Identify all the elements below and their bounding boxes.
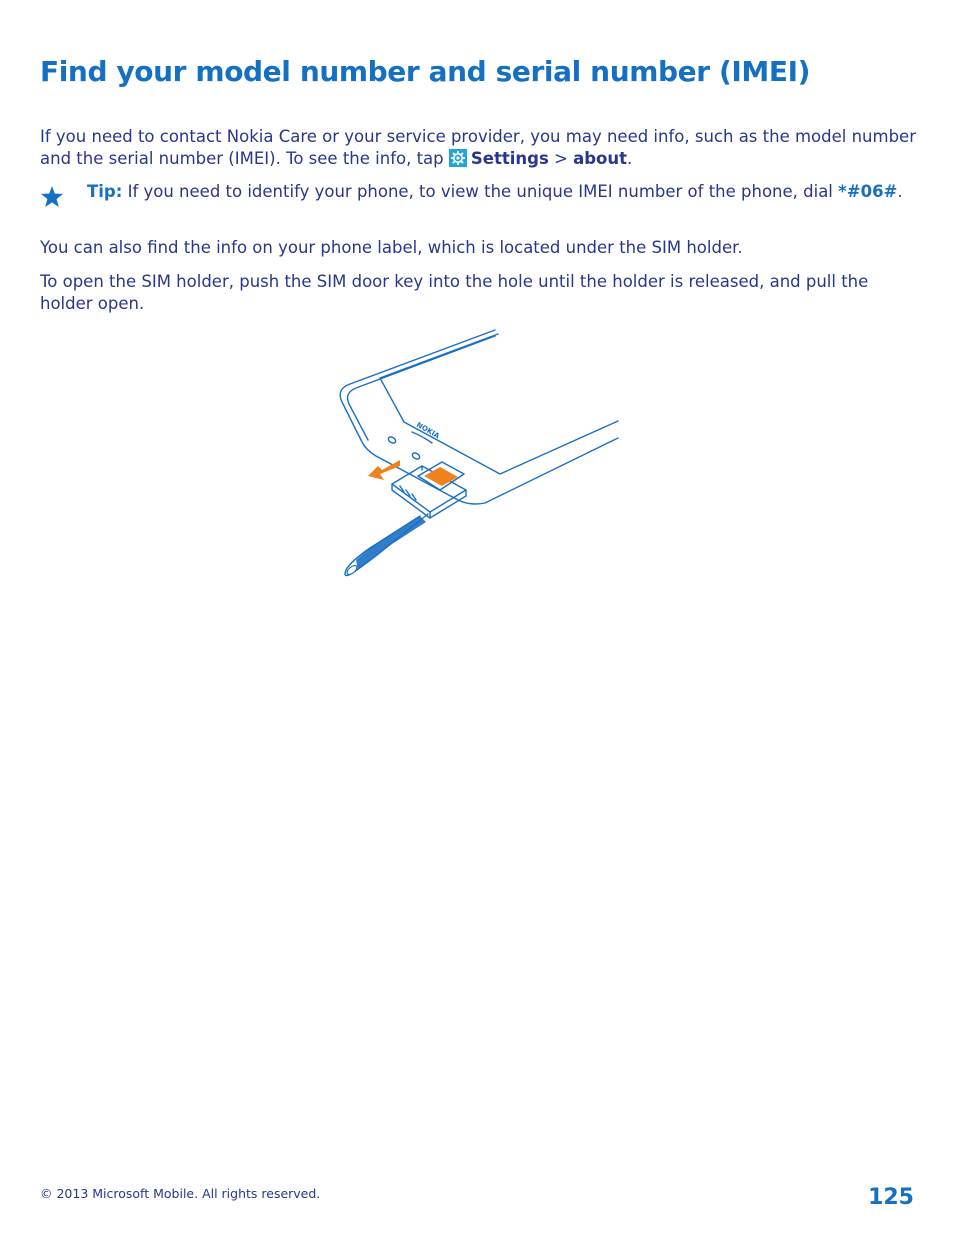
footer-copyright: © 2013 Microsoft Mobile. All rights reserved. bbox=[40, 1186, 321, 1201]
tip-label: Tip: bbox=[87, 182, 123, 201]
pull-direction-arrow bbox=[368, 460, 400, 480]
about-label: about bbox=[573, 149, 628, 168]
intro-paragraph bbox=[40, 126, 916, 170]
sim-holder-paragraph: To open the SIM holder, push the SIM door key into the hole until the holder is released, and pull the holder open. bbox=[40, 272, 869, 313]
imei-code: *#06# bbox=[838, 182, 898, 201]
tip-end: . bbox=[897, 182, 903, 201]
tip-body: If you need to identify your phone, to view the unique IMEI number of the phone, dial bbox=[122, 182, 839, 201]
phone-label-paragraph: You can also find the info on your phone label, which is located under the SIM holder. bbox=[40, 238, 743, 257]
intro-end: . bbox=[627, 149, 633, 168]
sim-holder-illustration bbox=[330, 326, 630, 582]
nokia-brand-mark: NOKIA bbox=[415, 420, 441, 441]
settings-gear-icon bbox=[449, 149, 467, 167]
settings-label: Settings bbox=[470, 149, 549, 168]
tip-text bbox=[87, 181, 907, 203]
intro-text: If you need to contact Nokia Care or your service provider, you may need info, such as the model number and the serial number (IMEI). To see the info, tap bbox=[40, 127, 916, 168]
page-number: 125 bbox=[868, 1185, 914, 1210]
sim-tray bbox=[392, 466, 466, 512]
page-title: Find your model number and serial number (IMEI) bbox=[40, 55, 811, 88]
star-icon bbox=[40, 185, 64, 209]
path-separator: > bbox=[548, 149, 574, 168]
tip-box bbox=[40, 181, 916, 227]
